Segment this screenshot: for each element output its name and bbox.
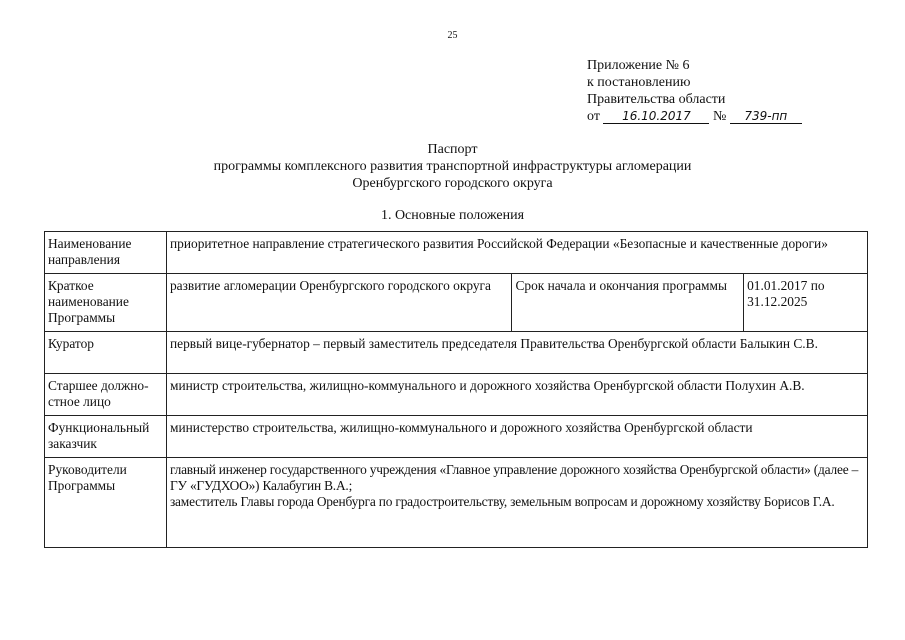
section-heading: 1. Основные положения	[380, 208, 525, 223]
row-value-line-1: главный инженер государственного учреждения «Главное управление дорожного хозяйства Оренбургской области» (далее – ГУ «ГУДХОО») Калабугин В.А.;	[169, 462, 859, 493]
row-label: Руководители Программы	[45, 458, 167, 548]
row-label: Старшее должно-стное лицо	[45, 374, 167, 416]
page-number: 25	[447, 30, 458, 41]
row-sub-label: Срок начала и окончания программы	[512, 274, 744, 332]
row-value-line-2: заместитель Главы города Оренбурга по градостроительству, земельным вопросам и дорожному хозяйству Борисов Г.А.	[169, 494, 835, 509]
row-value: первый вице-губернатор – первый заместитель председателя Правительства Оренбургской области Балыкин С.В.	[166, 332, 867, 374]
row-value: развитие агломерации Оренбургского городского округа	[166, 274, 511, 332]
title-line-2: программы комплексного развития транспортной инфраструктуры агломерации	[213, 159, 692, 174]
passport-table	[44, 231, 868, 548]
row-label: Функциональный заказчик	[45, 416, 167, 458]
table-row	[45, 374, 868, 416]
table-row	[45, 416, 868, 458]
row-label: Куратор	[45, 332, 167, 374]
date-prefix: от	[587, 109, 600, 124]
appendix-date-line	[587, 108, 802, 125]
document-title	[0, 141, 905, 192]
number-sign: №	[712, 109, 727, 124]
title-line-1: Паспорт	[427, 142, 478, 157]
appendix-block	[587, 57, 802, 125]
handwritten-date: 16.10.2017	[603, 110, 709, 124]
handwritten-number: 739-пп	[730, 110, 802, 124]
appendix-line-2: к постановлению	[587, 75, 691, 90]
table-row	[45, 274, 868, 332]
title-line-3: Оренбургского городского округа	[352, 176, 553, 191]
appendix-line-3: Правительства области	[587, 92, 726, 107]
table-row	[45, 332, 868, 374]
row-value: приоритетное направление стратегического развития Российской Федерации «Безопасные и качественные дороги»	[166, 232, 867, 274]
row-value	[166, 458, 867, 548]
row-label: Наименование направления	[45, 232, 167, 274]
row-value: министерство строительства, жилищно-коммунального и дорожного хозяйства Оренбургской области	[166, 416, 867, 458]
appendix-line-1: Приложение № 6	[587, 58, 690, 73]
row-value: министр строительства, жилищно-коммунального и дорожного хозяйства Оренбургской области Полухин А.В.	[166, 374, 867, 416]
table-row	[45, 232, 868, 274]
row-label: Краткое наименование Программы	[45, 274, 167, 332]
row-sub-value: 01.01.2017 по 31.12.2025	[744, 274, 868, 332]
table-row	[45, 458, 868, 548]
